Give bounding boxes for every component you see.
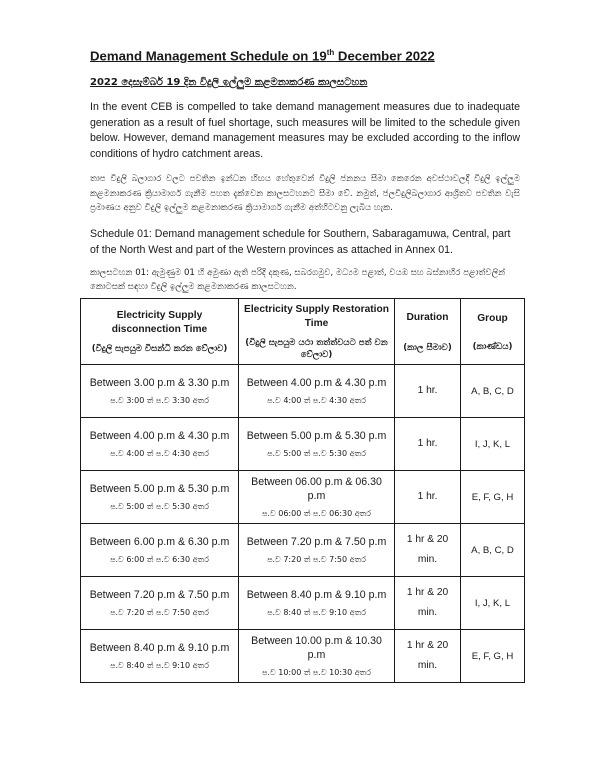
header-disconnection-time: Electricity Supply disconnection Time (විදුලි සැපයුම විසන්ධි කරන වේලාව) [81,299,239,365]
table-row [81,577,525,630]
disconnection-time-sinhala: ප.ව 7:20 ත් ප.ව 7:50 අතර [110,607,209,617]
disconnection-time-english: Between 3.00 p.m & 3.30 p.m [89,376,230,389]
table-row [81,524,525,577]
group-cell: A, B, C, D [461,524,525,577]
disconnection-time-english: Between 7.20 p.m & 7.50 p.m [89,588,230,601]
schedule-description-sinhala: කාලසටහන 01: ඇමුණුම 01 හි අමුණා ඇති පරිදි දකුණ, සබරගමුව, මධ්‍යම පළාත්, වයඹ සහ බස්නාහිර පළාත්වලින් කොටසක් සඳහා විදුලි ඉල්ලුම කළමනාකරණ කාලසටහන. [90,267,506,293]
intro-paragraph-english: In the event CEB is compelled to take demand management measures due to inadequate generation as a result of fuel shortage, such measures will be limited to the schedule given below. However, demand management measures may be excluded according to the inflow conditions of hydro catchment areas. [90,101,520,160]
restoration-time-english: Between 8.40 p.m & 9.10 p.m [246,588,387,601]
disconnection-time-sinhala: ප.ව 6:00 ත් ප.ව 6:30 අතර [110,554,209,564]
restoration-time-cell [239,365,395,418]
disconnection-time-english: Between 8.40 p.m & 9.10 p.m [89,641,230,654]
restoration-time-sinhala: ප.ව 10:00 ත් ප.ව 10:30 අතර [262,667,371,677]
duration-cell: 1 hr. [395,418,461,471]
header-restoration-time: Electricity Supply Restoration Time (විදුලි සැපයුම යථා තත්ත්වයට පත් වන වේලාව) [239,299,395,365]
restoration-time-english: Between 4.00 p.m & 4.30 p.m [246,376,387,389]
duration-cell: 1 hr. [395,471,461,524]
restoration-time-sinhala: ප.ව 8:40 ත් ප.ව 9:10 අතර [267,607,366,617]
restoration-time-english: Between 06.00 p.m & 06.30 p.m [251,475,382,502]
duration-cell: 1 hr & 20 min. [395,577,461,630]
header-duration: Duration (කාල සීමාව) [395,299,461,365]
group-cell: A, B, C, D [461,365,525,418]
table-row [81,630,525,683]
disconnection-time-sinhala: ප.ව 5:00 ත් ප.ව 5:30 අතර [110,501,209,511]
group-cell: I, J, K, L [461,418,525,471]
document-body [90,48,520,295]
duration-cell: 1 hr & 20 min. [395,524,461,577]
table-row [81,471,525,524]
disconnection-time-cell [81,418,239,471]
group-cell: E, F, G, H [461,630,525,683]
restoration-time-sinhala: ප.ව 4:00 ත් ප.ව 4:30 අතර [267,395,366,405]
restoration-time-english: Between 5.00 p.m & 5.30 p.m [246,429,387,442]
restoration-time-cell [239,630,395,683]
header-group: Group (කාණ්ඩය) [461,299,525,365]
disconnection-time-cell [81,524,239,577]
intro-paragraph-sinhala: තාප විදුලි බලාගාර වලට පවතින ඉන්ධන හිඟය හේතුවෙන් විදුලි ජනනය සීමා කෙරෙන අවස්ථාවලදී විදුලි ඉල්ලුම කළමනාකරණ ක්‍රියාමාර්ග ගැනීම පහත දැක්වෙන කාලසටහනට සීමා වේ. නමුත්, ජලවිදුලිබලාගාර ආශ්‍රිතව පවතින වැසි ප්‍රමාණය අනුව විදුලි ඉල්ලුම කළමනාකරණ ක්‍රියාමාර්ග ගැනීම අත්හිටවනු ලැබිය හැක. [90,174,520,214]
group-cell: E, F, G, H [461,471,525,524]
disconnection-time-cell [81,577,239,630]
restoration-time-cell [239,577,395,630]
disconnection-time-sinhala: ප.ව 8:40 ත් ප.ව 9:10 අතර [110,660,209,670]
schedule-table [80,298,525,683]
restoration-time-sinhala: ප.ව 5:00 ත් ප.ව 5:30 අතර [267,448,366,458]
duration-cell: 1 hr & 20 min. [395,630,461,683]
disconnection-time-english: Between 6.00 p.m & 6.30 p.m [89,535,230,548]
restoration-time-cell [239,418,395,471]
table-row [81,418,525,471]
restoration-time-cell [239,524,395,577]
table-row [81,365,525,418]
disconnection-time-sinhala: ප.ව 3:00 ත් ප.ව 3:30 අතර [110,395,209,405]
document-title: Demand Management Schedule on 19th December 2022 [90,48,435,64]
disconnection-time-cell [81,630,239,683]
disconnection-time-cell [81,365,239,418]
document-subtitle-sinhala: 2022 දෙසැම්බර් 19 දින විදුලි ඉල්ලුම කළමනාකරණ කාලසටහන [90,77,368,89]
restoration-time-english: Between 10.00 p.m & 10.30 p.m [251,634,382,661]
table-header-row [81,299,525,365]
restoration-time-english: Between 7.20 p.m & 7.50 p.m [246,535,387,548]
duration-cell: 1 hr. [395,365,461,418]
restoration-time-sinhala: ප.ව 06:00 ත් ප.ව 06:30 අතර [262,508,371,518]
restoration-time-cell [239,471,395,524]
disconnection-time-sinhala: ප.ව 4:00 ත් ප.ව 4:30 අතර [110,448,209,458]
disconnection-time-english: Between 5.00 p.m & 5.30 p.m [89,482,230,495]
disconnection-time-english: Between 4.00 p.m & 4.30 p.m [89,429,230,442]
schedule-description-english: Schedule 01: Demand management schedule for Southern, Sabaragamuwa, Central, part of the North West and part of the Western provinces as attached in Annex 01. [90,227,511,256]
restoration-time-sinhala: ප.ව 7:20 ත් ප.ව 7:50 අතර [267,554,366,564]
group-cell: I, J, K, L [461,577,525,630]
disconnection-time-cell [81,471,239,524]
